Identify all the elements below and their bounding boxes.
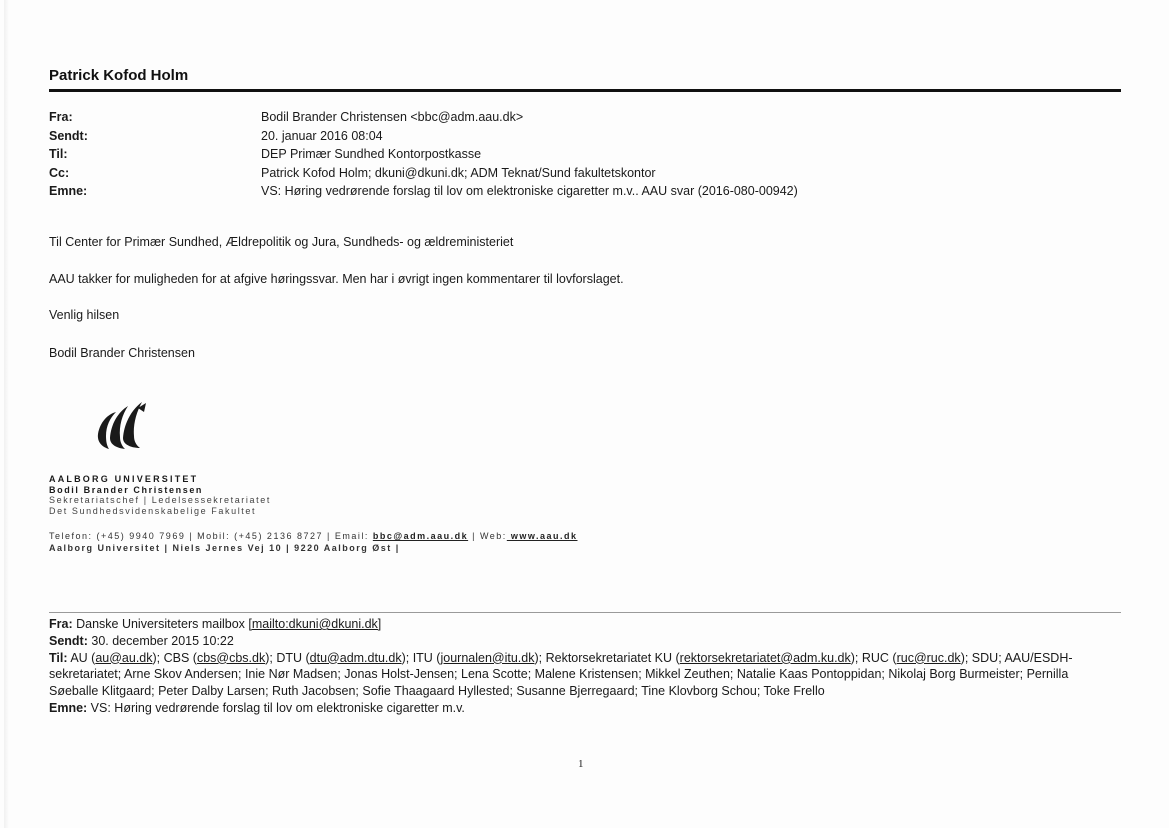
forwarded-to-link-itu[interactable]: journalen@itu.dk — [440, 650, 535, 665]
forwarded-to-link-ruc[interactable]: ruc@ruc.dk — [896, 650, 961, 665]
forwarded-subject-line — [49, 700, 1114, 717]
header-label-cc: Cc: — [49, 165, 70, 180]
body-closing: Venlig hilsen — [49, 308, 120, 322]
forwarded-to-text: ); Rektorsekretariatet KU ( — [534, 650, 680, 665]
forwarded-to-link-cbs[interactable]: cbs@cbs.dk — [196, 650, 266, 665]
forwarded-to-label: Til: — [49, 650, 68, 665]
header-row-sent — [49, 127, 798, 146]
header-value-cc: Patrick Kofod Holm; dkuni@dkuni.dk; ADM Teknat/Sund fakultetskontor — [261, 165, 656, 180]
page-number: 1 — [578, 758, 584, 770]
forwarded-to-text: AU ( — [67, 650, 96, 665]
forwarded-from-text: Danske Universiteters mailbox — [72, 617, 249, 631]
forwarded-to-text: ); SDU; AAU/ESDH-sekretariatet; Arne Skov Andersen; Inie Nør Madsen; Jonas Holst-Jensen; Lena Scotte; Malene Kristensen; Mikkel Zeuthen; Natalie Kaas Pontoppidan; Nikolaj Borg Burmeister; Pernilla Søeballe Klitgaard; Peter Dalby Larsen; Ruth Jacobsen; Sofie Thaagaard Hyllested; Susanne Bjerregaard; Tine Klovborg Schou; Toke Frello — [49, 650, 1073, 699]
contact-block — [49, 531, 578, 554]
header-label-subject: Emne: — [49, 184, 88, 199]
forwarded-subject-label: Emne: — [49, 700, 88, 715]
forwarded-from-label: Fra: — [49, 617, 73, 631]
header-row-subject — [49, 182, 798, 201]
forwarded-to-link-au[interactable]: au@au.dk — [95, 650, 153, 665]
contact-line — [49, 531, 578, 543]
forwarded-to-line — [49, 650, 1114, 700]
signature-name: Bodil Brander Christensen — [49, 484, 204, 495]
mailbox-owner-name: Patrick Kofod Holm — [49, 67, 189, 84]
header-label-to: Til: — [49, 147, 68, 162]
forwarded-from-line — [49, 616, 1114, 633]
signature-university: AALBORG UNIVERSITET — [49, 474, 199, 484]
forwarded-divider — [49, 612, 1121, 613]
contact-phone-text: Telefon: (+45) 9940 7969 | Mobil: (+45) 2136 8727 | Email: — [49, 531, 373, 541]
header-label-from: Fra: — [49, 110, 73, 125]
contact-address: Aalborg Universitet | Niels Jernes Vej 10 | 9220 Aalborg Øst | — [49, 542, 400, 553]
scan-edge-shadow — [4, 0, 9, 828]
forwarded-sent-value: 30. december 2015 10:22 — [87, 633, 234, 648]
header-value-to: DEP Primær Sundhed Kontorpostkasse — [261, 147, 482, 162]
forwarded-to-text: ); ITU ( — [401, 650, 441, 665]
forwarded-to-text: ); CBS ( — [152, 650, 197, 665]
body-message: AAU takker for muligheden for at afgive høringssvar. Men har i øvrigt ingen kommentarer til lovforslaget. — [49, 272, 624, 286]
header-row-from — [49, 108, 798, 127]
header-label-sent: Sendt: — [49, 128, 88, 143]
header-row-cc — [49, 164, 798, 183]
forwarded-message-header — [49, 616, 1114, 717]
contact-email-link[interactable]: bbc@adm.aau.dk — [372, 531, 469, 541]
signature-title: Sekretariatschef | Ledelsessekretariatet — [49, 495, 271, 505]
header-row-to — [49, 145, 798, 164]
email-header-table — [49, 108, 798, 201]
header-value-from: Bodil Brander Christensen <bbc@adm.aau.dk> — [261, 110, 524, 125]
owner-divider — [49, 89, 1121, 92]
forwarded-to-link-dtu[interactable]: dtu@adm.dtu.dk — [309, 650, 402, 665]
forwarded-subject-value: VS: Høring vedrørende forslag til lov om elektroniske cigaretter m.v. — [87, 700, 465, 715]
body-greeting: Til Center for Primær Sundhed, Ældrepolitik og Jura, Sundheds- og ældreministeriet — [49, 235, 514, 249]
contact-web-link[interactable]: www.aau.dk — [506, 531, 578, 541]
forwarded-from-link[interactable]: [mailto:dkuni@dkuni.dk] — [248, 617, 382, 631]
aau-logo-icon — [94, 400, 150, 452]
body-sender-name: Bodil Brander Christensen — [49, 346, 195, 360]
forwarded-sent-label: Sendt: — [49, 633, 88, 648]
header-value-subject: VS: Høring vedrørende forslag til lov om elektroniske cigaretter m.v.. AAU svar (2016-080-00942) — [261, 184, 798, 199]
header-value-sent: 20. januar 2016 08:04 — [261, 128, 383, 143]
signature-block — [49, 474, 271, 516]
forwarded-to-text: ); RUC ( — [850, 650, 897, 665]
forwarded-sent-line — [49, 633, 1114, 650]
contact-web-label: | Web: — [468, 531, 507, 541]
signature-department: Det Sundhedsvidenskabelige Fakultet — [49, 505, 257, 516]
forwarded-to-link-ku[interactable]: rektorsekretariatet@adm.ku.dk — [679, 650, 851, 665]
forwarded-to-text: ); DTU ( — [265, 650, 310, 665]
